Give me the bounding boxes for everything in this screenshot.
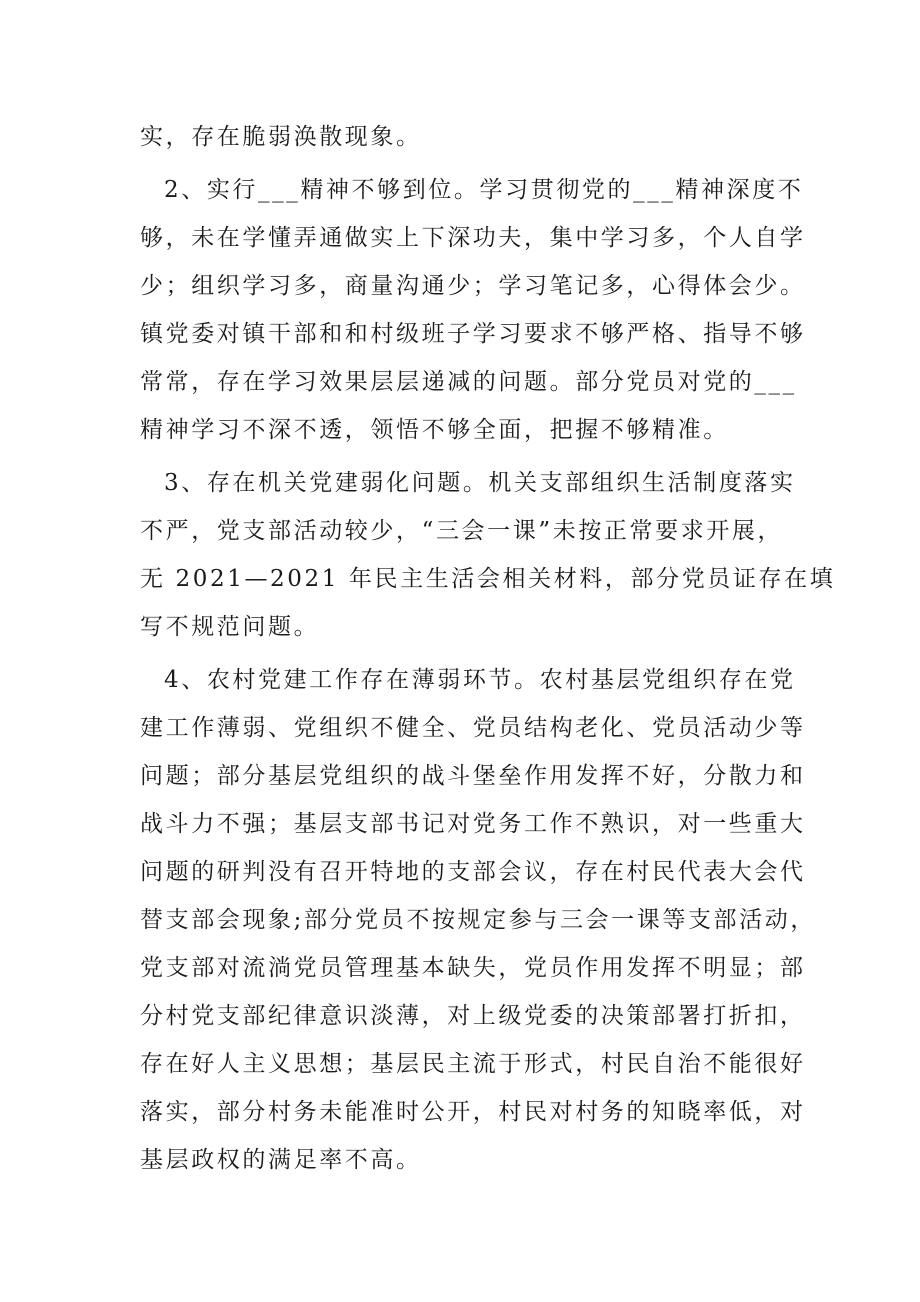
text-line: 落实，部分村务未能准时公开，村民对村务的知晓率低，对 <box>140 1099 806 1125</box>
text-line: 无 2021—2021 年民主生活会相关材料，部分党员证存在填 <box>140 566 836 592</box>
paragraph-4 <box>140 656 816 1184</box>
text-line: 3、存在机关党建弱化问题。机关支部组织生活制度落实 <box>164 470 796 496</box>
text-line: 常常，存在学习效果层层递减的问题。部分党员对党的___ <box>140 369 797 395</box>
text-line: 实，存在脆弱涣散现象。 <box>140 124 422 150</box>
text-line: 分村党支部纪律意识淡薄，对上级党委的决策部署打折扣， <box>140 1003 806 1029</box>
text-line: 镇党委对镇干部和和村级班子学习要求不够严格、指导不够 <box>140 321 806 347</box>
text-line: 存在好人主义思想；基层民主流于形式，村民自治不能很好 <box>140 1051 806 1077</box>
text-line: 替支部会现象;部分党员不按规定参与三会一课等支部活动， <box>140 907 816 933</box>
text-line: 建工作薄弱、党组织不健全、党员结构老化、党员活动少等 <box>140 715 806 741</box>
text-line: 够，未在学懂弄通做实上下深功夫，集中学习多，个人自学 <box>140 225 806 251</box>
text-line: 精神学习不深不透，领悟不够全面，把握不够精准。 <box>140 417 729 443</box>
text-line: 问题；部分基层党组织的战斗堡垒作用发挥不好，分散力和 <box>140 763 806 789</box>
text-line: 战斗力不强；基层支部书记对党务工作不熟识，对一些重大 <box>140 811 806 837</box>
paragraph-2 <box>140 166 806 454</box>
text-line: 党支部对流淌党员管理基本缺失，党员作用发挥不明显；部 <box>140 955 806 981</box>
text-line: 2、实行___精神不够到位。学习贯彻党的___精神深度不 <box>164 177 804 203</box>
text-line: 问题的研判没有召开特地的支部会议，存在村民代表大会代 <box>140 859 806 885</box>
paragraph-1-continuation <box>140 113 790 161</box>
text-line: 4、农村党建工作存在薄弱环节。农村基层党组织存在党 <box>164 667 796 693</box>
document-body <box>140 113 836 1184</box>
text-line: 少；组织学习多，商量沟通少；学习笔记多，心得体会少。 <box>140 273 806 299</box>
paragraph-3 <box>140 459 836 651</box>
text-line: 不严，党支部活动较少，“三会一课”未按正常要求开展， <box>140 518 784 544</box>
text-line: 基层政权的满足率不高。 <box>140 1147 422 1173</box>
text-line: 写不规范问题。 <box>140 614 320 640</box>
